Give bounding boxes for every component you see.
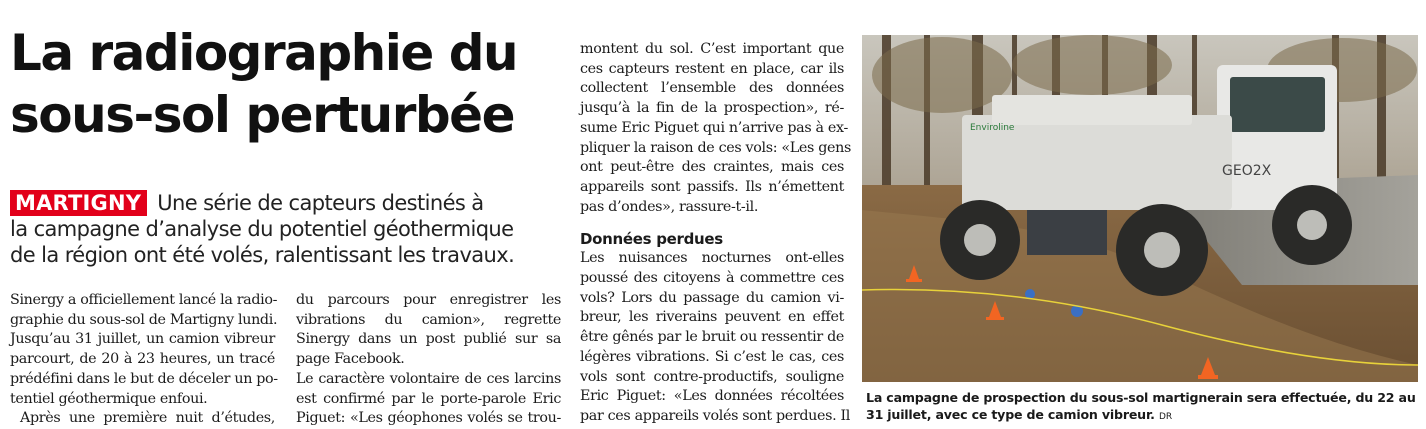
- photo-credit: DR: [1158, 412, 1173, 422]
- headline-line-2: sous-sol perturbée: [10, 86, 515, 144]
- text-line: est confirmé par le porte-parole Eric: [296, 390, 561, 407]
- lead-line-2: la campagne d’analyse du potentiel géothermique: [10, 217, 514, 241]
- truck-sticker-label: Enviroline: [970, 123, 1015, 133]
- text-line: vols sont contre-productifs, souligne: [580, 368, 844, 385]
- text-line: Sinergy dans un post publié sur sa: [296, 331, 561, 348]
- text-line: ont peut-être des craintes, mais ces: [580, 159, 844, 176]
- text-line: du parcours pour enregistrer les: [296, 292, 561, 308]
- text-line: pliquer la raison de ces vols: «Les gens: [580, 139, 851, 156]
- text-line: pas d’ondes», rassure-t-il.: [580, 198, 759, 215]
- text-line: jusqu’à la fin de la prospection», ré-: [580, 100, 844, 117]
- text-line: Piguet: «Les géophones volés se trou-: [296, 410, 561, 427]
- vibrator-truck-illustration: [862, 35, 1418, 382]
- headline: [10, 22, 550, 146]
- text-line: légères vibrations. Si c’est le cas, ces: [580, 348, 844, 365]
- text-line: vols? Lors du passage du camion vi-: [580, 289, 844, 306]
- text-line: par ces appareils volés sont perdues. Il: [580, 407, 851, 424]
- text-line: poussé des citoyens à commettre ces: [580, 270, 844, 287]
- text-line: collectent l’ensemble des données: [580, 80, 844, 97]
- text-line: montent du sol. C’est important que: [580, 41, 844, 57]
- text-line: breur, les riverains peuvent en effet: [580, 309, 844, 326]
- photo-caption: [866, 389, 1418, 426]
- caption-line-1: La campagne de prospection du sous-sol martignerain sera effectuée, du 22 au: [866, 390, 1416, 405]
- lead-line-1: [10, 190, 560, 216]
- lead-text-1: Une série de capteurs destinés à: [157, 191, 484, 215]
- caption-line-2: 31 juillet, avec ce type de camion vibreur.: [866, 407, 1155, 422]
- body-column-1: [10, 291, 278, 429]
- truck-brand-label: GEO2X: [1222, 163, 1272, 179]
- text-line: parcourt, de 20 à 23 heures, un tracé: [10, 351, 275, 368]
- text-line: être gênés par le bruit ou ressentir de: [580, 329, 844, 346]
- text-line: tentiel géothermique enfoui.: [10, 390, 208, 407]
- text-line: Le caractère volontaire de ces larcins: [296, 370, 561, 387]
- text-line: appareils sont passifs. Ils n’émettent: [580, 178, 844, 195]
- text-line: prédéfini dans le but de déceler un po-: [10, 370, 278, 387]
- lead-line-3: de la région ont été volés, ralentissant les travaux.: [10, 243, 515, 267]
- kicker-badge: MARTIGNY: [10, 190, 147, 216]
- lead-paragraph: [10, 190, 560, 268]
- article-photo: [862, 35, 1418, 382]
- text-line: Jusqu’au 31 juillet, un camion vibreur: [10, 331, 275, 348]
- text-line: Les nuisances nocturnes ont-elles: [580, 250, 844, 267]
- text-line: Sinergy a officiellement lancé la radio-: [10, 292, 278, 308]
- text-line: sume Eric Piguet qui n’arrive pas à ex-: [580, 119, 848, 136]
- text-line: ces capteurs restent en place, car ils: [580, 60, 844, 77]
- text-line: vibrations du camion», regrette: [296, 311, 561, 328]
- text-line: page Facebook.: [296, 351, 405, 368]
- subheading: Données perdues: [580, 230, 723, 249]
- body-column-3: [580, 40, 851, 427]
- body-column-2: [296, 291, 561, 429]
- text-line: graphie du sous-sol de Martigny lundi.: [10, 311, 278, 328]
- headline-line-1: La radiographie du: [10, 24, 518, 82]
- text-line: Après une première nuit d’études,: [20, 410, 275, 427]
- text-line: Eric Piguet: «Les données récoltées: [580, 388, 844, 405]
